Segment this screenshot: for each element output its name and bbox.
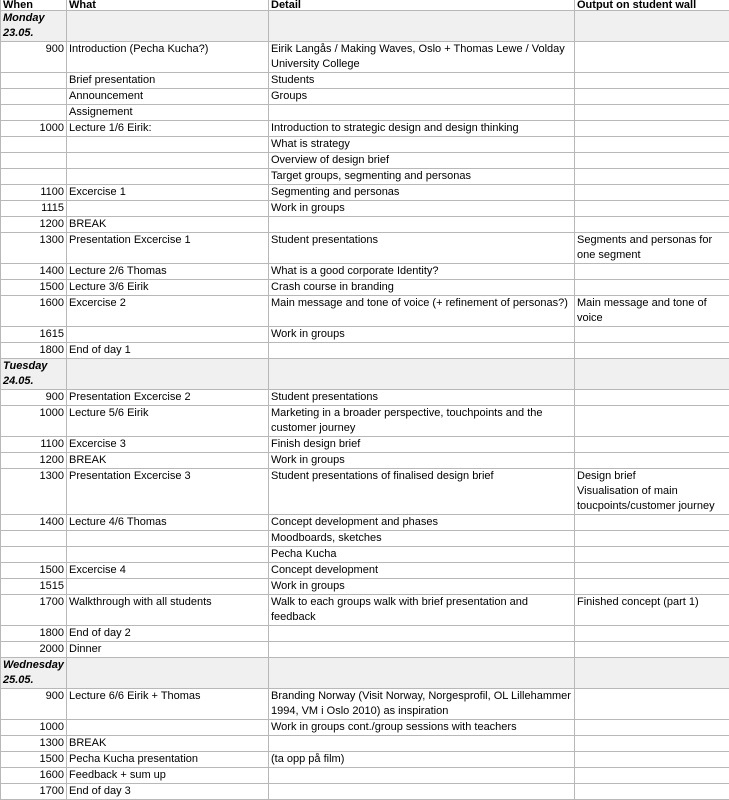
cell-what: BREAK [67,453,269,469]
cell-what: BREAK [67,217,269,233]
cell-what: End of day 2 [67,626,269,642]
table-row [1,105,729,121]
cell-output [575,437,729,453]
table-row [1,390,729,406]
cell-output [575,736,729,752]
cell-when: 1700 [1,595,67,626]
cell-output [575,121,729,137]
cell-when: 1500 [1,752,67,768]
cell-what: Pecha Kucha presentation [67,752,269,768]
table-row [1,137,729,153]
table-row [1,547,729,563]
cell-when: 1600 [1,296,67,327]
table-row [1,185,729,201]
cell-what: Lecture 4/6 Thomas [67,515,269,531]
day-row [1,11,729,42]
cell-what: Announcement [67,89,269,105]
cell-detail: Work in groups [269,453,575,469]
cell-what [67,327,269,343]
cell-what: Assignement [67,105,269,121]
cell-when: 1600 [1,768,67,784]
cell-when: 1300 [1,736,67,752]
cell-when: 1800 [1,343,67,359]
cell-output [575,579,729,595]
cell-detail: Work in groups [269,201,575,217]
table-row [1,531,729,547]
cell-when: 1300 [1,469,67,515]
cell-when: 1515 [1,579,67,595]
table-row [1,233,729,264]
cell-output [575,720,729,736]
cell-output [575,280,729,296]
cell-output [575,185,729,201]
cell-detail [269,217,575,233]
table-row [1,515,729,531]
cell-what: Lecture 1/6 Eirik: [67,121,269,137]
cell-detail [269,105,575,121]
cell-detail [269,658,575,689]
cell-what: Excercise 2 [67,296,269,327]
table-row [1,89,729,105]
cell-output: Main message and tone of voice [575,296,729,327]
cell-when [1,531,67,547]
cell-what: Lecture 2/6 Thomas [67,264,269,280]
header-when: When [1,0,67,11]
cell-detail: Crash course in branding [269,280,575,296]
cell-detail: (ta opp på film) [269,752,575,768]
cell-output [575,153,729,169]
table-row [1,264,729,280]
table-row [1,406,729,437]
cell-what: Walkthrough with all students [67,595,269,626]
table-row [1,343,729,359]
cell-what: Dinner [67,642,269,658]
cell-detail: Branding Norway (Visit Norway, Norgesprofil, OL Lillehammer 1994, VM i Oslo 2010) as inspiration [269,689,575,720]
cell-what: End of day 1 [67,343,269,359]
cell-when: 1100 [1,185,67,201]
cell-output [575,642,729,658]
cell-detail: Work in groups [269,579,575,595]
table-row [1,201,729,217]
cell-when: 900 [1,390,67,406]
cell-what [67,547,269,563]
cell-output: Finished concept (part 1) [575,595,729,626]
table-row [1,736,729,752]
cell-what [67,531,269,547]
cell-output: Design brief Visualisation of main toucpoints/customer journey [575,469,729,515]
cell-detail: Marketing in a broader perspective, touchpoints and the customer journey [269,406,575,437]
cell-output [575,390,729,406]
cell-detail: Overview of design brief [269,153,575,169]
table-row [1,579,729,595]
cell-what: End of day 3 [67,784,269,800]
cell-output [575,73,729,89]
cell-when: 1400 [1,515,67,531]
cell-what [67,153,269,169]
cell-detail: Work in groups [269,327,575,343]
cell-output [575,752,729,768]
cell-detail: Eirik Langås / Making Waves, Oslo + Thomas Lewe / Volday University College [269,42,575,73]
cell-output [575,515,729,531]
table-row [1,169,729,185]
cell-detail [269,784,575,800]
cell-detail: What is a good corporate Identity? [269,264,575,280]
cell-detail: Pecha Kucha [269,547,575,563]
cell-what: Presentation Excercise 2 [67,390,269,406]
cell-when: 900 [1,42,67,73]
cell-output [575,343,729,359]
cell-detail: Students [269,73,575,89]
day-row [1,359,729,390]
table-row [1,768,729,784]
cell-output [575,531,729,547]
cell-what: Excercise 4 [67,563,269,579]
cell-detail [269,11,575,42]
cell-output [575,689,729,720]
cell-what: Introduction (Pecha Kucha?) [67,42,269,73]
cell-detail [269,642,575,658]
cell-when: 1700 [1,784,67,800]
cell-output [575,169,729,185]
cell-detail [269,736,575,752]
table-row [1,121,729,137]
cell-detail: Segmenting and personas [269,185,575,201]
cell-detail: Target groups, segmenting and personas [269,169,575,185]
cell-output [575,137,729,153]
cell-detail: Student presentations [269,390,575,406]
cell-what: Feedback + sum up [67,768,269,784]
table-row [1,217,729,233]
cell-what: Excercise 3 [67,437,269,453]
table-row [1,327,729,343]
cell-when: 1615 [1,327,67,343]
table-row [1,563,729,579]
cell-what [67,169,269,185]
cell-what [67,720,269,736]
cell-output [575,217,729,233]
cell-detail: Concept development [269,563,575,579]
cell-output [575,563,729,579]
cell-output [575,768,729,784]
table-row [1,752,729,768]
cell-when: 1115 [1,201,67,217]
cell-detail: Student presentations [269,233,575,264]
cell-when: 1000 [1,720,67,736]
cell-when: 1500 [1,563,67,579]
table-row [1,595,729,626]
table-row [1,296,729,327]
cell-output [575,264,729,280]
cell-detail: Finish design brief [269,437,575,453]
cell-when: Monday 23.05. [1,11,67,42]
cell-when: 1400 [1,264,67,280]
cell-what [67,658,269,689]
cell-detail: Student presentations of finalised design brief [269,469,575,515]
table-row [1,153,729,169]
cell-output [575,453,729,469]
cell-when: 900 [1,689,67,720]
cell-when: 1500 [1,280,67,296]
cell-detail [269,768,575,784]
cell-what: Lecture 3/6 Eirik [67,280,269,296]
cell-when: 1000 [1,121,67,137]
cell-when [1,153,67,169]
cell-detail [269,359,575,390]
cell-what [67,579,269,595]
header-row [1,0,729,11]
table-row [1,280,729,296]
cell-output [575,89,729,105]
cell-output [575,784,729,800]
table-row [1,453,729,469]
cell-what [67,137,269,153]
cell-detail: Moodboards, sketches [269,531,575,547]
cell-when [1,169,67,185]
cell-output [575,406,729,437]
cell-detail [269,626,575,642]
cell-when [1,547,67,563]
cell-detail: Introduction to strategic design and design thinking [269,121,575,137]
cell-when: 1000 [1,406,67,437]
cell-detail: What is strategy [269,137,575,153]
cell-detail: Walk to each groups walk with brief presentation and feedback [269,595,575,626]
cell-when: 1800 [1,626,67,642]
table-row [1,689,729,720]
table-row [1,720,729,736]
cell-what: Lecture 6/6 Eirik + Thomas [67,689,269,720]
cell-when: 1200 [1,453,67,469]
table-row [1,42,729,73]
cell-output [575,201,729,217]
header-what: What [67,0,269,11]
cell-what: Presentation Excercise 1 [67,233,269,264]
cell-output [575,626,729,642]
cell-when: Wednesday 25.05. [1,658,67,689]
header-output: Output on student wall [575,0,729,11]
cell-when: 1300 [1,233,67,264]
cell-what: BREAK [67,736,269,752]
table-row [1,784,729,800]
header-detail: Detail [269,0,575,11]
cell-what: Excercise 1 [67,185,269,201]
cell-output [575,327,729,343]
cell-output: Segments and personas for one segment [575,233,729,264]
cell-output [575,658,729,689]
cell-what [67,11,269,42]
cell-when: Tuesday 24.05. [1,359,67,390]
table-row [1,626,729,642]
cell-when: 1200 [1,217,67,233]
table-row [1,642,729,658]
cell-when [1,105,67,121]
day-row [1,658,729,689]
cell-when [1,137,67,153]
cell-output [575,11,729,42]
cell-what: Lecture 5/6 Eirik [67,406,269,437]
cell-detail: Work in groups cont./group sessions with teachers [269,720,575,736]
cell-detail: Main message and tone of voice (+ refinement of personas?) [269,296,575,327]
cell-when: 1100 [1,437,67,453]
cell-what: Presentation Excercise 3 [67,469,269,515]
cell-output [575,359,729,390]
cell-when [1,73,67,89]
cell-output [575,547,729,563]
cell-detail: Groups [269,89,575,105]
cell-output [575,105,729,121]
table-row [1,73,729,89]
cell-what [67,359,269,390]
cell-when: 2000 [1,642,67,658]
table-row [1,469,729,515]
cell-detail: Concept development and phases [269,515,575,531]
cell-when [1,89,67,105]
table-row [1,437,729,453]
cell-what: Brief presentation [67,73,269,89]
cell-what [67,201,269,217]
cell-detail [269,343,575,359]
cell-output [575,42,729,73]
